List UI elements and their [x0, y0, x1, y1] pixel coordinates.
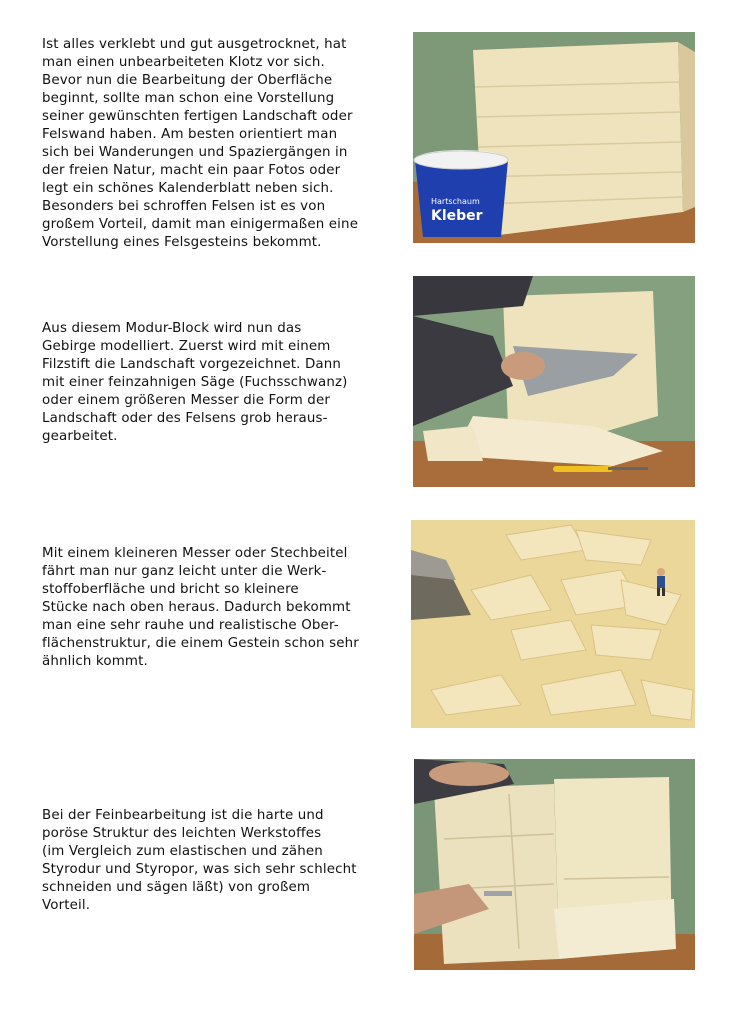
- bucket-product-label: Kleber: [431, 208, 483, 224]
- paragraph-3: Mit einem kleineren Messer oder Stechbeitel fährt man nur ganz leicht unter die Werk- stoffoberfläche und bricht so kleinere Stücke nach oben heraus. Dadurch bekommt man eine sehr rauhe und realistische Ober- flächenstruktur, die einem Gestein schon sehr ähnlich kommt.: [42, 546, 359, 669]
- photo-fine-carving: [414, 759, 695, 970]
- photo-foam-block-and-glue: [413, 32, 695, 243]
- paragraph-4: Bei der Feinbearbeitung ist die harte und poröse Struktur des leichten Werkstoffes (im Vergleich zum elastischen und zähen Styrodur und Styropor, was sich sehr schlecht schneiden und sägen läßt) von großem Vorteil.: [42, 808, 357, 913]
- paragraph-1: Ist alles verklebt und gut ausgetrocknet, hat man einen unbearbeiteten Klotz vor sich. Bevor nun die Bearbeitung der Oberfläche beginnt, sollte man schon eine Vorstellung seiner gewünschten fertigen Landschaft oder Felswand haben. Am besten orientiert man sich bei Wanderungen und Spaziergängen in der freien Natur, macht ein paar Fotos oder legt ein schönes Kalenderblatt neben sich. Besonders bei schroffen Felsen ist es von großem Vorteil, damit man einigermaßen eine Vorstellung eines Felsgesteins bekommt.: [42, 37, 359, 250]
- paragraph-2: Aus diesem Modur-Block wird nun das Gebirge modelliert. Zuerst wird mit einem Filzstift die Landschaft vorgezeichnet. Dann mit einer feinzahnigen Säge (Fuchsschwanz) oder einem größeren Messer die Form der Landschaft oder des Felsens grob heraus- gearbeitet.: [42, 321, 348, 444]
- photo-carving-surface: [411, 520, 695, 728]
- photo-sawing-foam-block: [413, 276, 695, 487]
- bucket-brand-label: Hartschaum: [431, 197, 480, 206]
